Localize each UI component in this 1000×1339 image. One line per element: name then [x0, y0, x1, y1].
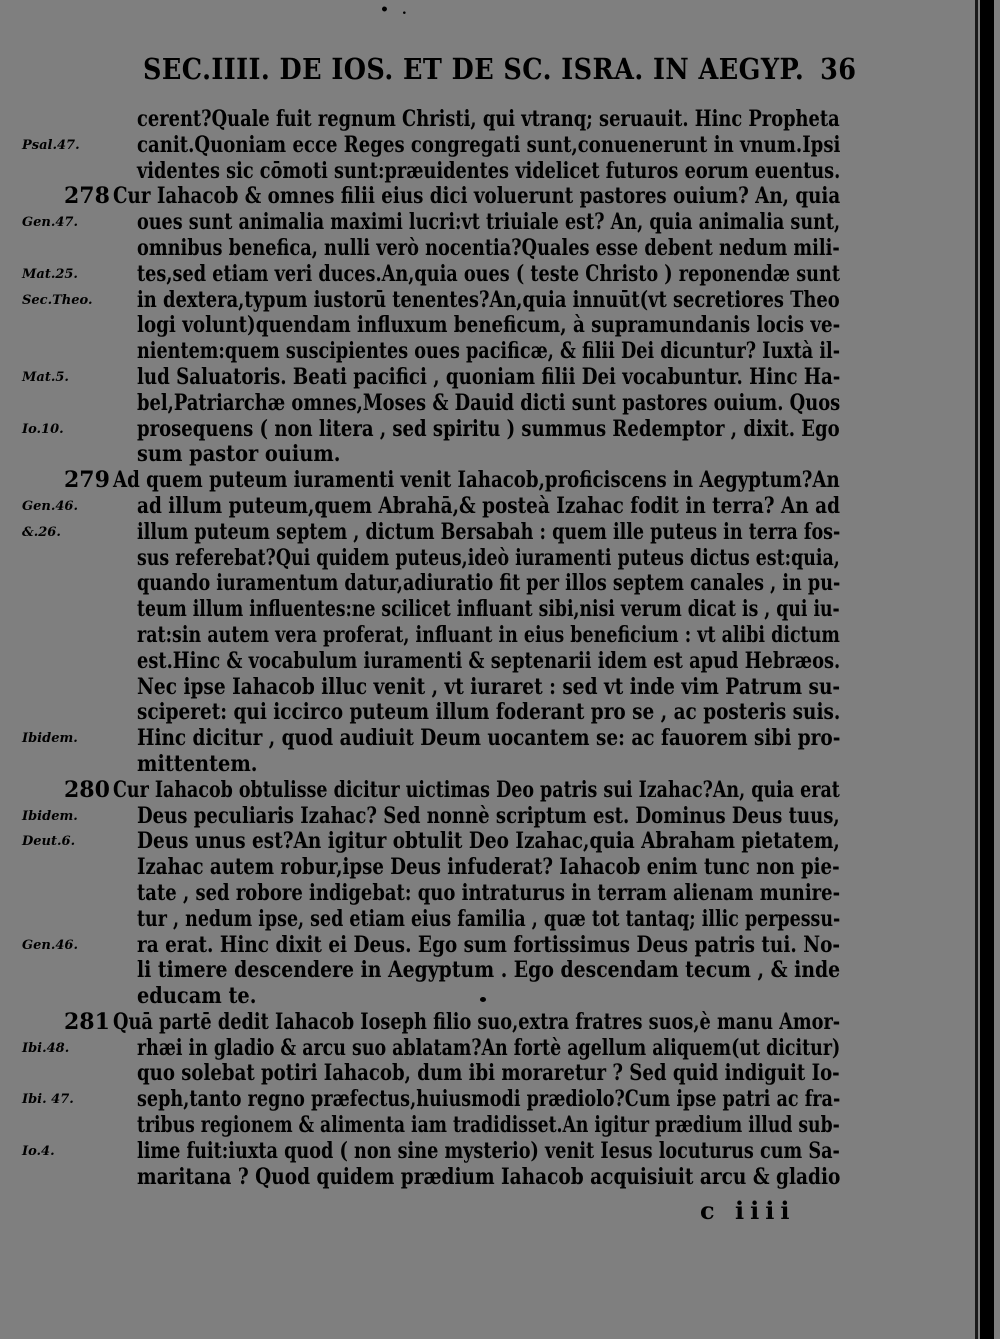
line-text: Deus unus est?An igitur obtulit Deo Izahac,quia Abraham pietatem, [137, 828, 840, 855]
text-line [0, 520, 960, 546]
line-text: tribus regionem & alimenta iam tradidisset.An igitur prædium illud sub- [137, 1112, 840, 1139]
text-line [0, 726, 960, 752]
line-text: ra erat. Hinc dixit ei Deus. Ego sum fortissimus Deus patris tui. No- [137, 931, 841, 958]
ink-speck [480, 997, 486, 1002]
text-line [0, 107, 960, 133]
text-line [0, 1139, 960, 1165]
margin-note: &.26. [22, 524, 61, 540]
line-text: seph,tanto regno præfectus,huiusmodi prædiolo?Cum ipse patri ac fra- [137, 1086, 841, 1113]
margin-note: Psal.47. [22, 137, 80, 153]
text-line [0, 313, 960, 339]
text-line [0, 571, 960, 597]
text-line [0, 236, 960, 262]
line-text: nientem:quem suscipientes oues pacificæ, & filii Dei dicuntur? Iuxtà il- [137, 338, 841, 365]
signature-mark: c iiii [700, 1196, 796, 1225]
text-line [0, 907, 960, 933]
line-text: quo solebat potiri Iahacob, dum ibi moraretur ? Sed quid indiguit Io- [137, 1060, 840, 1087]
text-line [0, 700, 960, 726]
line-text: rat:sin autem vera proferat, influant in eius beneficium : vt alibi dictum [137, 621, 840, 648]
text-line [0, 1087, 960, 1113]
question-number: 279 [64, 467, 110, 494]
line-text: maritana ? Quod quidem prædium Iahacob acquisiuit arcu & gladio [137, 1163, 841, 1190]
text-line [0, 210, 960, 236]
text-line [0, 184, 960, 210]
line-text: cerent?Quale fuit regnum Christi, qui vtranq; seruauit. Hinc Propheta [137, 106, 840, 132]
text-line [0, 1036, 960, 1062]
line-text: mittentem. [137, 750, 258, 777]
line-text: Ad quem puteum iuramenti venit Iahacob,proficiscens in Aegyptum?An [113, 467, 840, 494]
line-text: Deus peculiaris Izahac? Sed nonnè scriptum est. Dominus Deus tuus, [137, 802, 840, 829]
page-number: 36 [820, 52, 857, 86]
margin-note: Sec.Theo. [22, 292, 93, 308]
text-line [0, 649, 960, 675]
text-line [0, 391, 960, 417]
text-line [0, 881, 960, 907]
text-line [0, 133, 960, 159]
page-edge [980, 0, 994, 1339]
line-text: ad illum puteum,quem Abrahā,& posteà Izahac fodit in terra? An ad [137, 492, 840, 519]
text-line [0, 546, 960, 572]
body-text [0, 107, 960, 1190]
line-text: videntes sic cōmoti sunt:præuidentes videlicet futuros eorum euentus. [137, 157, 841, 184]
margin-note: Io.10. [22, 421, 64, 437]
text-line [0, 494, 960, 520]
line-text: prosequens ( non litera , sed spiritu ) summus Redemptor , dixit. Ego [137, 415, 840, 442]
text-line [0, 442, 960, 468]
text-line [0, 855, 960, 881]
question-number: 278 [64, 183, 110, 210]
line-text: bel,Patriarchæ omnes,Moses & Dauid dicti sunt pastores ouium. Quos [137, 389, 841, 416]
text-line [0, 958, 960, 984]
text-line [0, 1010, 960, 1036]
margin-note: Gen.46. [22, 498, 78, 514]
margin-note: Ibi.48. [22, 1040, 70, 1056]
line-text: Hinc dicitur , quod audiuit Deum uocantem se: ac fauorem sibi pro- [137, 725, 841, 752]
line-text: quando iuramentum datur,adiuratio fit per illos septem canales , in pu- [137, 570, 841, 597]
text-line [0, 262, 960, 288]
text-line [0, 804, 960, 830]
line-text: tes,sed etiam veri duces.An,quia oues ( teste Christo ) reponendæ sunt [137, 260, 841, 287]
question-number: 280 [64, 776, 110, 803]
line-text: sciperet: qui iccirco puteum illum foderant pro se , ac posteris suis. [137, 699, 841, 726]
line-text: illum puteum septem , dictum Bersabah : quem ille puteus in terra fos- [137, 518, 841, 545]
text-line [0, 288, 960, 314]
margin-note: Gen.46. [22, 937, 78, 953]
line-text: tate , sed robore indigebat: quo intraturus in terram alienam munire- [137, 879, 841, 906]
line-text: rhæi in gladio & arcu suo ablatam?An fortè agellum aliquem(ut dicitur) [137, 1034, 841, 1061]
line-text: est.Hinc & vocabulum iuramenti & septenarii idem est apud Hebræos. [137, 647, 841, 674]
line-text: tur , nedum ipse, sed etiam eius familia , quæ tot tantaq; illic perpessu- [137, 905, 841, 932]
line-text: li timere descendere in Aegyptum . Ego descendam tecum , & inde [137, 957, 841, 984]
line-text: Cur Iahacob obtulisse dicitur uictimas Deo patris sui Izahac?An, quia erat [113, 776, 840, 803]
text-line [0, 339, 960, 365]
margin-note: Mat.25. [22, 266, 78, 282]
margin-note: Mat.5. [22, 369, 69, 385]
text-line [0, 829, 960, 855]
running-title: SEC.IIII. DE IOS. ET DE SC. ISRA. IN AEGYP. [143, 52, 805, 86]
text-line [0, 1061, 960, 1087]
line-text: sum pastor ouium. [137, 441, 341, 468]
text-line [0, 597, 960, 623]
line-text: Cur Iahacob & omnes filii eius dici voluerunt pastores ouium? An, quia [113, 183, 841, 210]
page-edge-shadow [975, 0, 978, 1339]
line-text: lime fuit:iuxta quod ( non sine mysterio) venit Iesus locuturus cum Sa- [137, 1137, 840, 1164]
margin-note: Ibi. 47. [22, 1092, 74, 1108]
text-line [0, 468, 960, 494]
text-line [0, 933, 960, 959]
line-text: in dextera,typum iustorū tenentes?An,quia innuūt(vt secretiores Theo [137, 286, 840, 313]
line-text: oues sunt animalia maximi lucri:vt triuiale est? An, quia animalia sunt, [137, 209, 841, 236]
line-text: omnibus benefica, nulli verò nocentia?Quales esse debent nedum mili- [137, 234, 840, 261]
line-text: sus referebat?Qui quidem puteus,ideò iuramenti puteus dictus est:quia, [137, 544, 840, 571]
margin-note: Io.4. [22, 1143, 55, 1159]
text-line [0, 365, 960, 391]
line-text: educam te. [137, 983, 257, 1010]
question-number: 281 [64, 1008, 110, 1035]
line-text: teum illum influentes:ne scilicet influant sibi,nisi verum dicat is , qui iu- [137, 596, 840, 623]
line-text: lud Saluatoris. Beati pacifici , quoniam filii Dei vocabuntur. Hinc Ha- [137, 363, 841, 390]
text-line [0, 675, 960, 701]
text-line [0, 159, 960, 185]
line-text: logi volunt)quendam influxum beneficum, à supramundanis locis ve- [137, 312, 841, 339]
margin-note: Deut.6. [22, 834, 76, 850]
line-text: canit.Quoniam ecce Reges congregati sunt,conuenerunt in vnum.Ipsi [137, 131, 841, 158]
text-line [0, 1165, 960, 1191]
margin-note: Ibidem. [22, 808, 78, 824]
margin-note: Ibidem. [22, 731, 78, 747]
text-line [0, 778, 960, 804]
line-text: Quā partē dedit Iahacob Ioseph filio suo,extra fratres suos,è manu Amor- [113, 1008, 841, 1035]
text-line [0, 623, 960, 649]
text-line [0, 1113, 960, 1139]
line-text: Nec ipse Iahacob illuc venit , vt iuraret : sed vt inde vim Patrum su- [137, 673, 841, 700]
text-line [0, 752, 960, 778]
running-header [143, 52, 857, 86]
text-line [0, 417, 960, 443]
line-text: Izahac autem robur,ipse Deus infuderat? Iahacob enim tunc non pie- [137, 854, 840, 881]
margin-note: Gen.47. [22, 215, 78, 231]
top-marks: • . [380, 2, 411, 18]
